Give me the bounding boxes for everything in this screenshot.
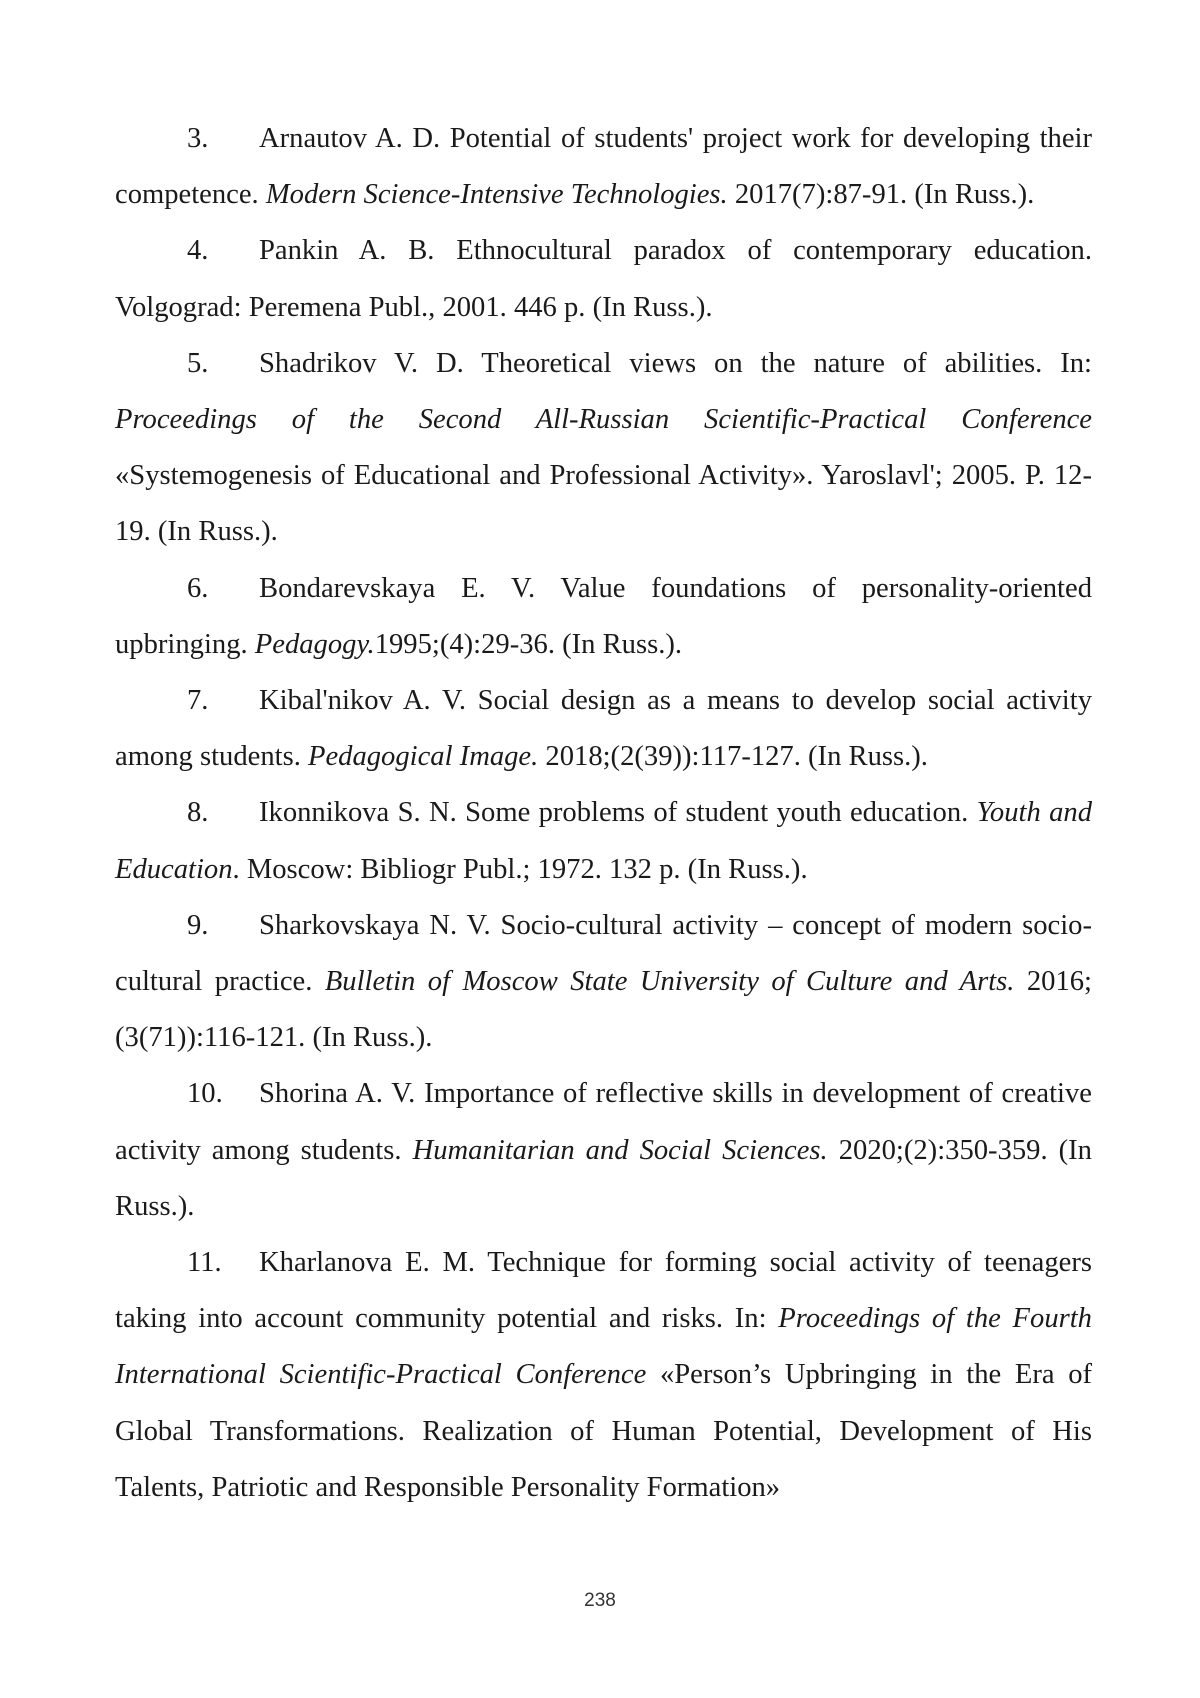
reference-details: 2020;(2):350-359. (In Russ.).	[115, 1134, 1092, 1222]
reference-number: 3.	[187, 123, 209, 154]
reference-item	[115, 223, 1092, 335]
reference-details: 1995;(4):29-36. (In Russ.).	[374, 628, 683, 660]
reference-source-title: Pedagogy.	[254, 628, 375, 660]
reference-text: Arnautov A. D. Potential of students' project work for developing their competence.	[115, 123, 1092, 211]
reference-source-title: Pedagogical Image.	[308, 741, 539, 773]
reference-source-title: Bulletin of Moscow State University of Culture and Arts.	[324, 966, 1015, 998]
reference-text: Sharkovskaya N. V. Socio-cultural activity – concept of modern socio-cultural practice.	[115, 909, 1092, 998]
reference-source-title: Proceedings of the Fourth International Scientific-Practical Conference	[115, 1303, 1092, 1391]
reference-item	[115, 1235, 1092, 1516]
reference-number: 9.	[187, 909, 209, 941]
reference-number: 5.	[187, 347, 209, 379]
reference-text: Bondarevskaya E. V. Value foundations of personality-oriented upbringing.	[115, 572, 1092, 660]
reference-text: Kharlanova E. M. Technique for forming social activity of teenagers taking into account community potential and risks. In:	[115, 1247, 1092, 1335]
reference-item	[115, 111, 1092, 223]
page-number: 238	[584, 1590, 616, 1611]
reference-details: «Person’s Upbringing in the Era of Global Transformations. Realization of Human Potential, Development of His Talents, Patriotic and Responsible Personality Formation»	[115, 1359, 1093, 1503]
reference-details: 2018;(2(39)):117-127. (In Russ.).	[538, 741, 928, 773]
reference-text: Kibal'nikov A. V. Social design as a means to develop social activity among students.	[115, 685, 1092, 773]
reference-details: 2017(7):87-91. (In Russ.).	[727, 179, 1035, 211]
reference-item	[115, 561, 1092, 673]
reference-source-title: Modern Science-Intensive Technologies.	[265, 179, 728, 211]
reference-number: 4.	[187, 235, 209, 267]
reference-number: 7.	[187, 685, 209, 717]
reference-text: Pankin A. B. Ethnocultural paradox of contemporary education. Volgograd: Peremena Publ., 2001. 446 p. (In Russ.).	[115, 235, 1092, 323]
reference-source-title: Proceedings of the Second All-Russian Scientific-Practical Conference	[115, 404, 1092, 436]
reference-source-title: Humanitarian and Social Sciences.	[412, 1134, 828, 1166]
reference-number: 6.	[187, 572, 209, 604]
reference-item	[115, 336, 1092, 561]
reference-item	[115, 785, 1092, 897]
reference-item	[115, 898, 1092, 1067]
reference-text: Ikonnikova S. N. Some problems of student youth education.	[259, 797, 977, 829]
reference-details: «Systemogenesis of Educational and Professional Activity». Yaroslavl'; 2005. P. 12-19. (In Russ.).	[115, 460, 1092, 548]
reference-number: 10.	[187, 1078, 223, 1110]
reference-text: Shadrikov V. D. Theoretical views on the nature of abilities. In:	[259, 347, 1092, 379]
reference-text: Shorina A. V. Importance of reflective skills in development of creative activity among students.	[115, 1078, 1092, 1166]
reference-details: . Moscow: Bibliogr Publ.; 1972. 132 p. (In Russ.).	[232, 853, 808, 885]
reference-details: 2016;(3(71)):116-121. (In Russ.).	[115, 966, 1092, 1054]
reference-number: 8.	[187, 797, 209, 829]
reference-number: 11.	[187, 1247, 222, 1279]
reference-list	[115, 111, 1092, 1516]
reference-item	[115, 673, 1092, 785]
reference-item	[115, 1066, 1092, 1235]
reference-source-title: Youth and Education	[115, 797, 1092, 885]
